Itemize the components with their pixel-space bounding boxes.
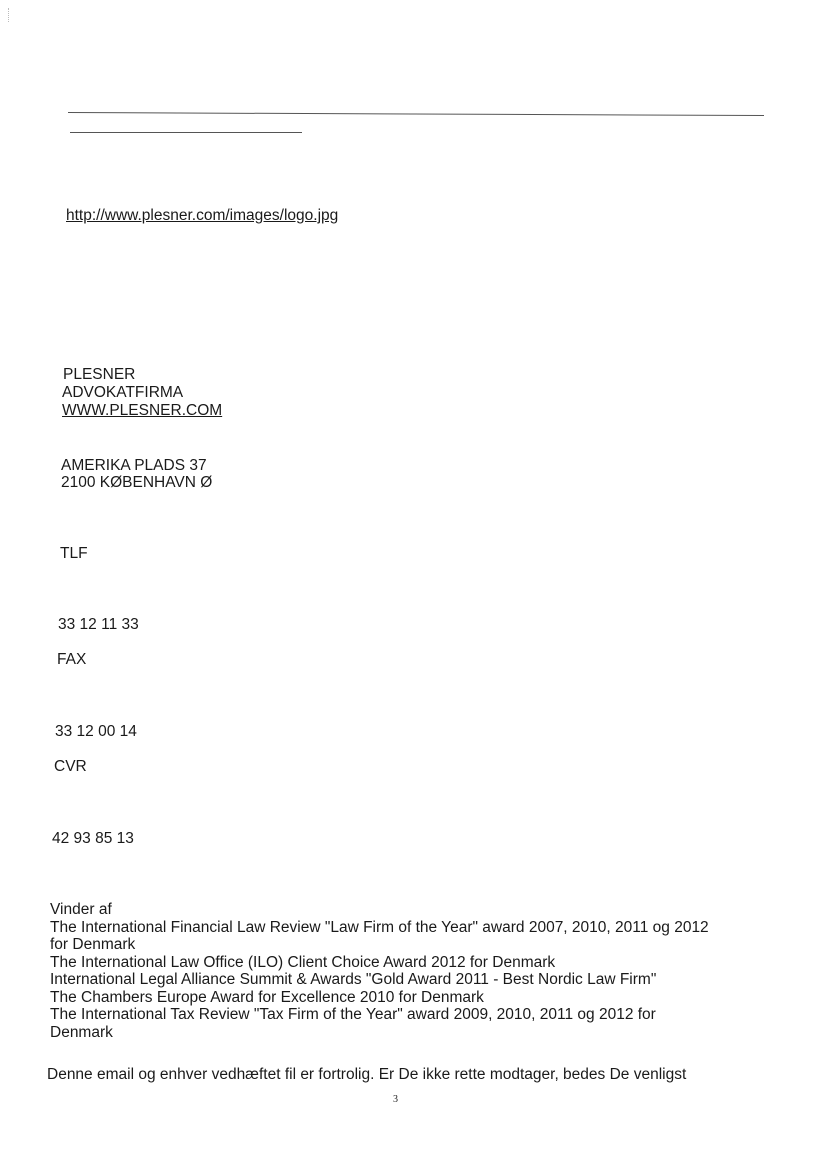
fax-label: FAX [57,651,87,668]
page-number: 3 [393,1094,398,1105]
cvr-label: CVR [54,758,87,775]
address-city: 2100 KØBENHAVN Ø [61,474,213,491]
firm-website-link[interactable]: WWW.PLESNER.COM [62,402,223,419]
awards-line: The International Financial Law Review "Law Firm of the Year" award 2007, 2010, 2011 og 2012 [50,918,709,936]
firm-type: ADVOKATFIRMA [62,384,184,401]
awards-line: Vinder af [50,901,112,918]
disclaimer-text: Denne email og enhver vedhæftet fil er fortrolig. Er De ikke rette modtager, bedes De venligst [47,1066,687,1083]
awards-line: The International Tax Review "Tax Firm of the Year" award 2009, 2010, 2011 og 2012 for [50,1006,656,1023]
awards-line: International Legal Alliance Summit & Awards "Gold Award 2011 - Best Nordic Law Firm" [50,971,657,988]
awards-list [50,901,750,1041]
tlf-label: TLF [60,545,88,562]
separator-line-long [68,112,764,116]
cvr-value: 42 93 85 13 [52,830,134,847]
firm-name: PLESNER [63,366,136,383]
awards-line: for Denmark [50,936,136,953]
scan-mark [8,8,9,22]
awards-line: The International Law Office (ILO) Client Choice Award 2012 for Denmark [50,953,556,971]
address-street: AMERIKA PLADS 37 [61,457,207,474]
fax-value: 33 12 00 14 [55,723,137,740]
tlf-value: 33 12 11 33 [58,616,139,633]
separator-line-short [70,132,302,133]
awards-line: The Chambers Europe Award for Excellence 2010 for Denmark [50,988,484,1006]
awards-line: Denmark [50,1023,113,1041]
logo-image-link[interactable]: http://www.plesner.com/images/logo.jpg [66,207,339,224]
